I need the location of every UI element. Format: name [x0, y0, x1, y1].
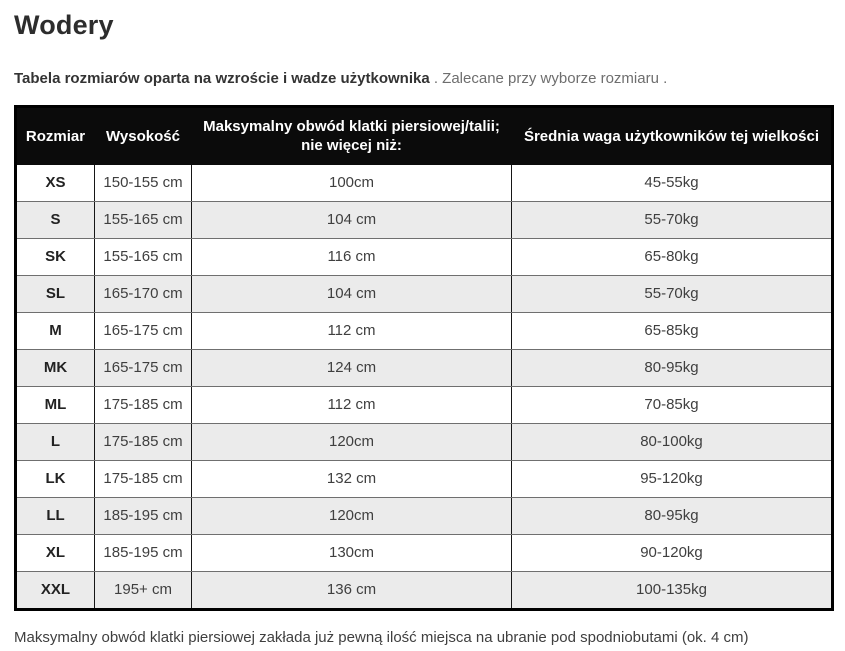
cell-chest: 104 cm: [192, 202, 512, 239]
cell-height: 175-185 cm: [95, 424, 192, 461]
cell-size: M: [16, 313, 95, 350]
cell-weight: 80-95kg: [512, 498, 833, 535]
cell-chest: 104 cm: [192, 276, 512, 313]
table-row-ml: [16, 387, 833, 424]
size-table: [14, 105, 834, 611]
cell-chest: 120cm: [192, 424, 512, 461]
table-description: [14, 69, 831, 89]
cell-weight: 100-135kg: [512, 572, 833, 610]
table-row-ll: [16, 498, 833, 535]
header-row: [16, 107, 833, 165]
cell-size: L: [16, 424, 95, 461]
table-row-sl: [16, 276, 833, 313]
cell-height: 175-185 cm: [95, 387, 192, 424]
cell-height: 185-195 cm: [95, 535, 192, 572]
column-header-1: Wysokość: [95, 107, 192, 165]
cell-weight: 80-95kg: [512, 350, 833, 387]
table-description-rest: . Zalecane przy wyborze rozmiaru .: [429, 70, 668, 87]
cell-height: 165-170 cm: [95, 276, 192, 313]
cell-weight: 90-120kg: [512, 535, 833, 572]
cell-height: 165-175 cm: [95, 350, 192, 387]
cell-height: 165-175 cm: [95, 313, 192, 350]
table-row-lk: [16, 461, 833, 498]
cell-weight: 95-120kg: [512, 461, 833, 498]
cell-size: LK: [16, 461, 95, 498]
page-title: Wodery: [14, 10, 114, 40]
cell-height: 155-165 cm: [95, 239, 192, 276]
cell-weight: 65-80kg: [512, 239, 833, 276]
cell-chest: 130cm: [192, 535, 512, 572]
table-row-s: [16, 202, 833, 239]
cell-size: SL: [16, 276, 95, 313]
cell-chest: 136 cm: [192, 572, 512, 610]
cell-chest: 120cm: [192, 498, 512, 535]
cell-size: XXL: [16, 572, 95, 610]
cell-height: 185-195 cm: [95, 498, 192, 535]
cell-size: XL: [16, 535, 95, 572]
cell-height: 150-155 cm: [95, 165, 192, 202]
size-table-body: [16, 165, 833, 610]
cell-size: XS: [16, 165, 95, 202]
cell-size: ML: [16, 387, 95, 424]
table-description-bold: Tabela rozmiarów oparta na wzroście i wadze użytkownika: [14, 70, 430, 87]
cell-size: MK: [16, 350, 95, 387]
cell-weight: 65-85kg: [512, 313, 833, 350]
table-row-xxl: [16, 572, 833, 610]
table-row-m: [16, 313, 833, 350]
footnote: Maksymalny obwód klatki piersiowej zakłada już pewną ilość miejsca na ubranie pod spodniobutami (ok. 4 cm): [14, 629, 749, 646]
cell-weight: 55-70kg: [512, 202, 833, 239]
cell-size: S: [16, 202, 95, 239]
column-header-0: Rozmiar: [16, 107, 95, 165]
cell-size: LL: [16, 498, 95, 535]
cell-chest: 112 cm: [192, 387, 512, 424]
column-header-3: Średnia waga użytkowników tej wielkości: [512, 107, 833, 165]
table-row-xs: [16, 165, 833, 202]
table-row-xl: [16, 535, 833, 572]
cell-chest: 100cm: [192, 165, 512, 202]
cell-height: 175-185 cm: [95, 461, 192, 498]
cell-height: 155-165 cm: [95, 202, 192, 239]
cell-chest: 124 cm: [192, 350, 512, 387]
cell-size: SK: [16, 239, 95, 276]
cell-weight: 45-55kg: [512, 165, 833, 202]
cell-weight: 55-70kg: [512, 276, 833, 313]
cell-chest: 116 cm: [192, 239, 512, 276]
cell-chest: 112 cm: [192, 313, 512, 350]
table-row-mk: [16, 350, 833, 387]
cell-weight: 80-100kg: [512, 424, 833, 461]
column-header-2: Maksymalny obwód klatki piersiowej/talii; nie więcej niż:: [192, 107, 512, 165]
cell-weight: 70-85kg: [512, 387, 833, 424]
size-table-header: [16, 107, 833, 165]
cell-chest: 132 cm: [192, 461, 512, 498]
table-row-sk: [16, 239, 833, 276]
table-row-l: [16, 424, 833, 461]
cell-height: 195+ cm: [95, 572, 192, 610]
